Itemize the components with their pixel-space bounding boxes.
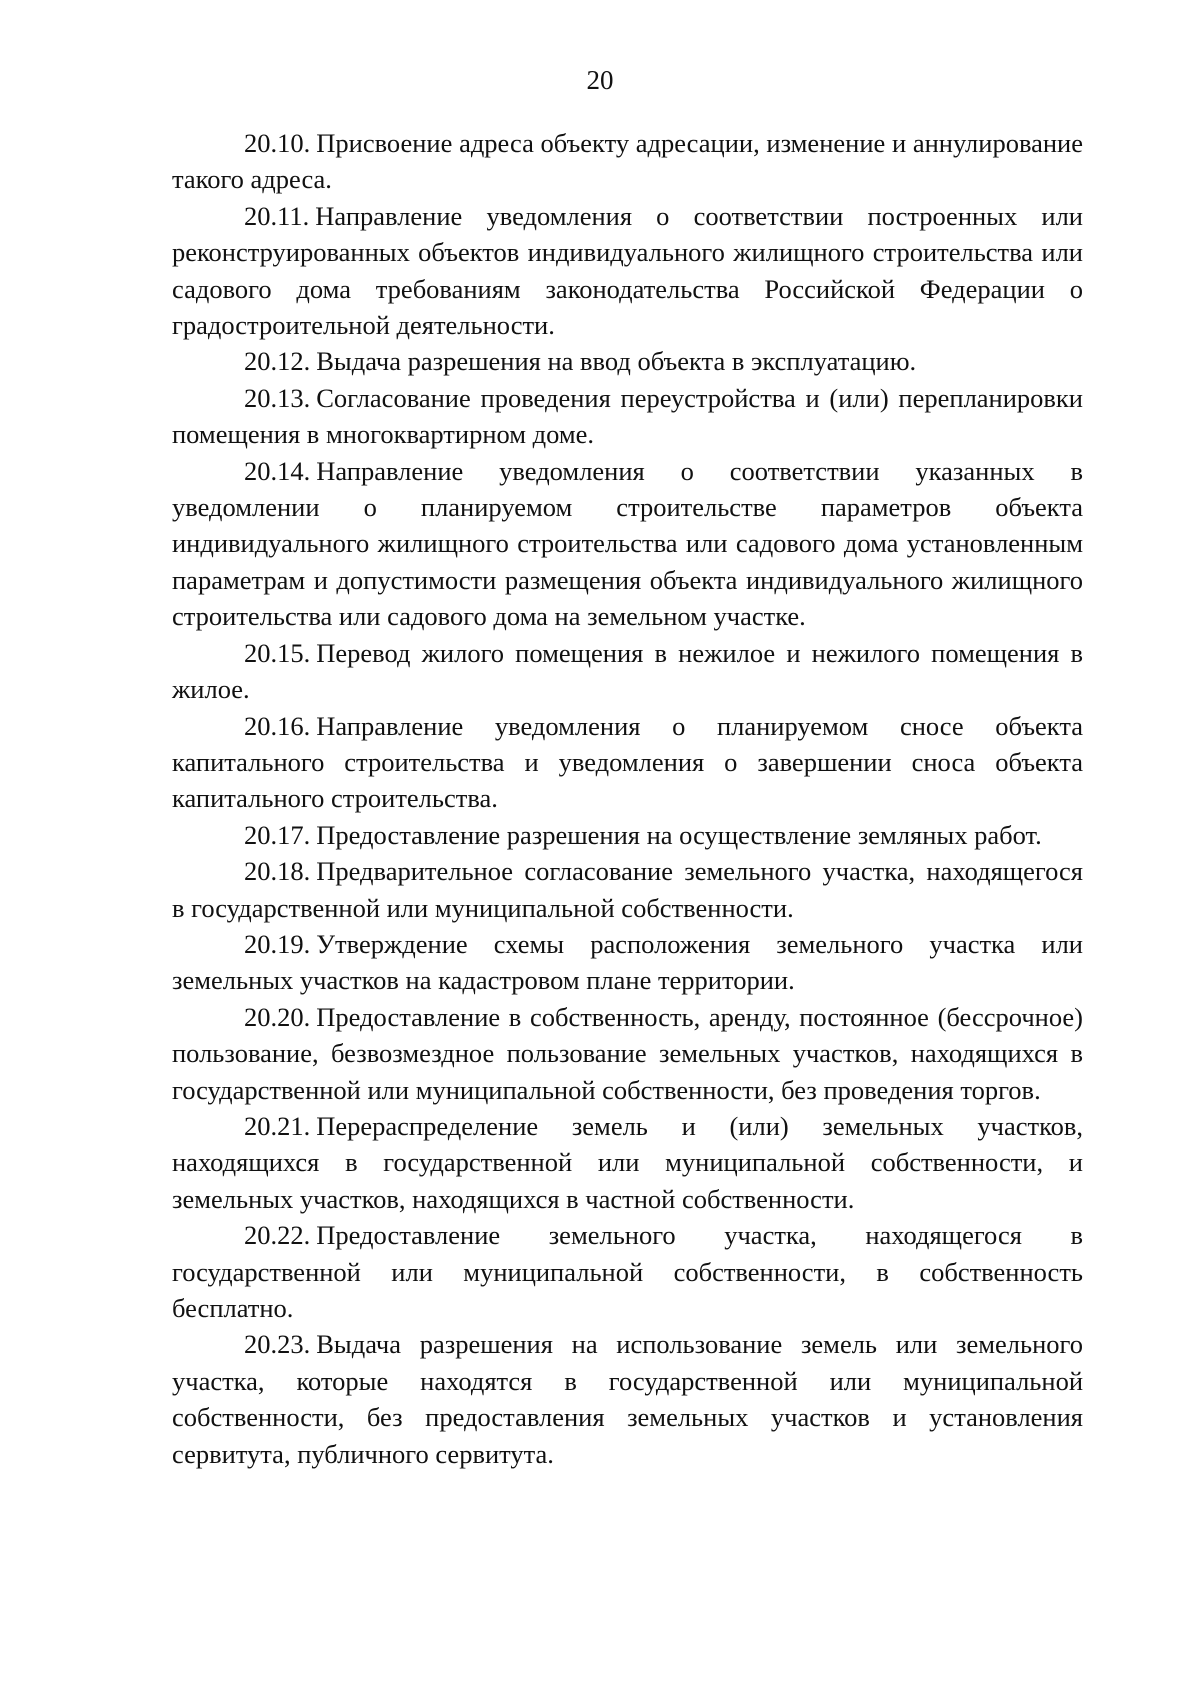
list-item — [172, 1108, 1083, 1217]
item-number: 20.23. — [244, 1329, 311, 1360]
item-text: Направление уведомления о соответствии указанных в уведомлении о планируемом строительстве параметров объекта индивидуального жилищного строительства или садового дома установленным параметрам и допустимости размещения объекта индивидуального жилищного строительства или садового дома на земельном участке. — [172, 455, 1083, 632]
item-text: Перераспределение земель и (или) земельных участков, находящихся в государственной или муниципальной собственности, и земельных участков, находящихся в частной собственности. — [172, 1110, 1083, 1214]
list-item — [172, 380, 1083, 453]
item-number: 20.20. — [244, 1001, 311, 1032]
list-item — [172, 343, 1083, 379]
item-number: 20.22. — [244, 1220, 311, 1251]
item-number: 20.14. — [244, 455, 311, 486]
list-item — [172, 853, 1083, 926]
item-text: Предоставление земельного участка, находящегося в государственной или муниципальной собственности, в собственность бесплатно. — [172, 1220, 1083, 1323]
list-item — [172, 926, 1083, 999]
item-number: 20.21. — [244, 1110, 311, 1141]
list-item — [172, 1326, 1083, 1472]
list-item — [172, 999, 1083, 1108]
item-text: Предоставление разрешения на осуществление земляных работ. — [316, 819, 1042, 850]
item-text: Утверждение схемы расположения земельного участка или земельных участков на кадастровом плане территории. — [172, 928, 1083, 996]
item-text: Согласование проведения переустройства и (или) перепланировки помещения в многоквартирном доме. — [172, 382, 1083, 450]
list-item — [172, 817, 1083, 853]
list-item — [172, 635, 1083, 708]
item-number: 20.17. — [244, 819, 311, 850]
item-number: 20.19. — [244, 928, 311, 959]
item-text: Выдача разрешения на ввод объекта в эксплуатацию. — [316, 346, 917, 377]
list-item — [172, 708, 1083, 817]
item-number: 20.16. — [244, 710, 311, 741]
item-text: Направление уведомления о планируемом сносе объекта капитального строительства и уведомления о завершении сноса объекта капитального строительства. — [172, 710, 1083, 814]
item-text: Предоставление в собственность, аренду, постоянное (бессрочное) пользование, безвозмездное пользование земельных участков, находящихся в государственной или муниципальной собственности, без проведения торгов. — [172, 1001, 1083, 1105]
item-text: Перевод жилого помещения в нежилое и нежилого помещения в жилое. — [172, 637, 1083, 705]
list-item — [172, 1217, 1083, 1326]
page-number: 20 — [586, 65, 614, 95]
item-text: Присвоение адреса объекту адресации, изменение и аннулирование такого адреса. — [172, 128, 1083, 195]
item-number: 20.18. — [244, 856, 311, 887]
item-number: 20.10. — [244, 128, 311, 158]
list-item — [172, 125, 1083, 198]
item-number: 20.15. — [244, 637, 311, 668]
document-body — [172, 125, 1083, 1472]
item-text: Выдача разрешения на использование земель или земельного участка, которые находятся в государственной или муниципальной собственности, без предоставления земельных участков и установления сервитута, публичного сервитута. — [172, 1329, 1083, 1469]
item-text: Предварительное согласование земельного участка, находящегося в государственной или муниципальной собственности. — [172, 856, 1083, 923]
item-number: 20.11. — [244, 200, 310, 231]
list-item — [172, 453, 1083, 635]
list-item — [172, 198, 1083, 344]
item-text: Направление уведомления о соответствии построенных или реконструированных объектов индивидуального жилищного строительства или садового дома требованиям законодательства Российской Федерации о градостроительной деятельности. — [172, 200, 1083, 341]
item-number: 20.12. — [244, 346, 311, 377]
item-number: 20.13. — [244, 382, 311, 413]
